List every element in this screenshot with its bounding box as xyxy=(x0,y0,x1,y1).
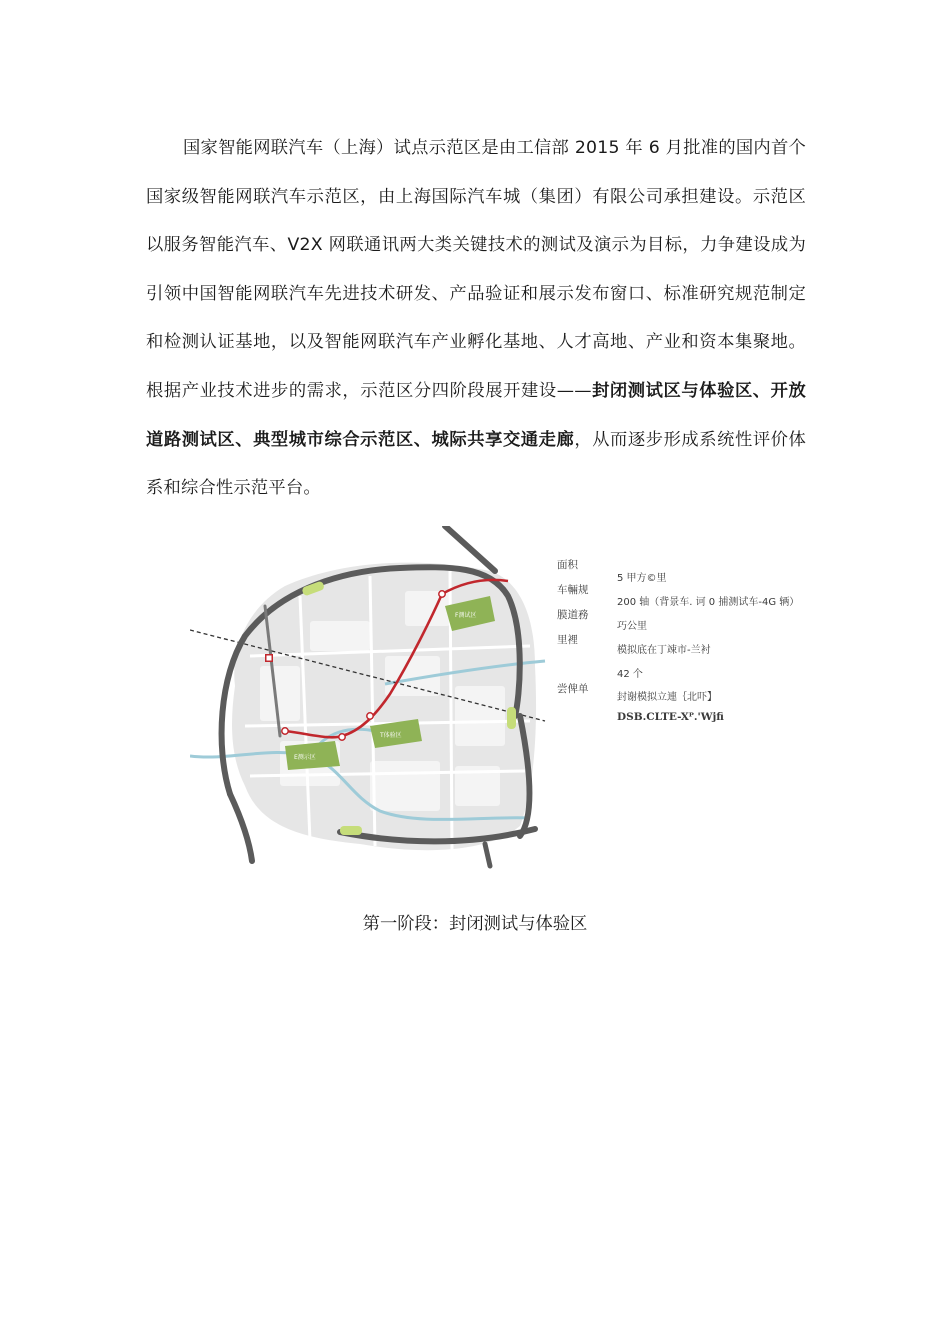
intro-text-part2: ，从而逐步形成系统性评价体系和综合性示范平台。 xyxy=(146,429,806,499)
legend-value-count: 42 个 xyxy=(617,669,643,680)
legend-value-roads: 巧公里 xyxy=(617,621,647,632)
legend-label-area: 面积 xyxy=(557,559,578,571)
map-svg xyxy=(190,526,550,871)
zone-f-label: F测试区 xyxy=(455,612,477,619)
intro-paragraph xyxy=(146,124,806,513)
legend-value-network: 封谢模拟立連｛北吓】 xyxy=(617,692,717,703)
legend-value-code: DSB.CLTE-Xᴾ.'Wjfi xyxy=(617,711,724,723)
figure-caption: 第一阶段：封闭测试与体验区 xyxy=(362,914,588,934)
start-marker-icon xyxy=(265,654,273,662)
zone-e-label: E测示区 xyxy=(294,754,316,761)
legend-value-scenario: 模拟底在丁竦市-兰衬 xyxy=(617,645,711,656)
legend-label-roads: 膜道務 xyxy=(557,609,589,621)
intro-text-part1: 国家智能网联汽车（上海）试点示范区是由工信部 2015 年 6 月批准的国内首个国家级智能网联汽车示范区，由上海国际汽车城（集团）有限公司承担建设。示范区以服务智能汽车、V2X 网联通讯两大类关键技术的测试及演示为目标，力争建设成为引领中国智能网联汽车先进技术研发、产品验证和展示发布窗口、标准研究规范制定和检测认证基地，以及智能网联汽车产业孵化基地、人才高地、产业和资本集聚地。根据产业技术进步的需求，示范区分四阶段展开建设—— xyxy=(146,138,806,401)
zone-t-label: T体验区 xyxy=(380,732,402,739)
legend-value-vehicles: 200 轴（背景车. 诃 0 捕测试车-4G 辆） xyxy=(617,597,800,608)
legend-label-vehicles: 车輛规 xyxy=(557,584,589,596)
demo-zone-map xyxy=(190,526,550,871)
legend-label-units: 尝俾单 xyxy=(557,683,589,695)
intro-text-bold: 封闭测试区与体验区、开放道路测试区、典型城市综合示范区、城际共享交通走廊 xyxy=(146,380,806,450)
legend-label-mileage: 里裡 xyxy=(557,634,578,646)
legend-value-area: 5 甲方©里 xyxy=(617,573,667,584)
